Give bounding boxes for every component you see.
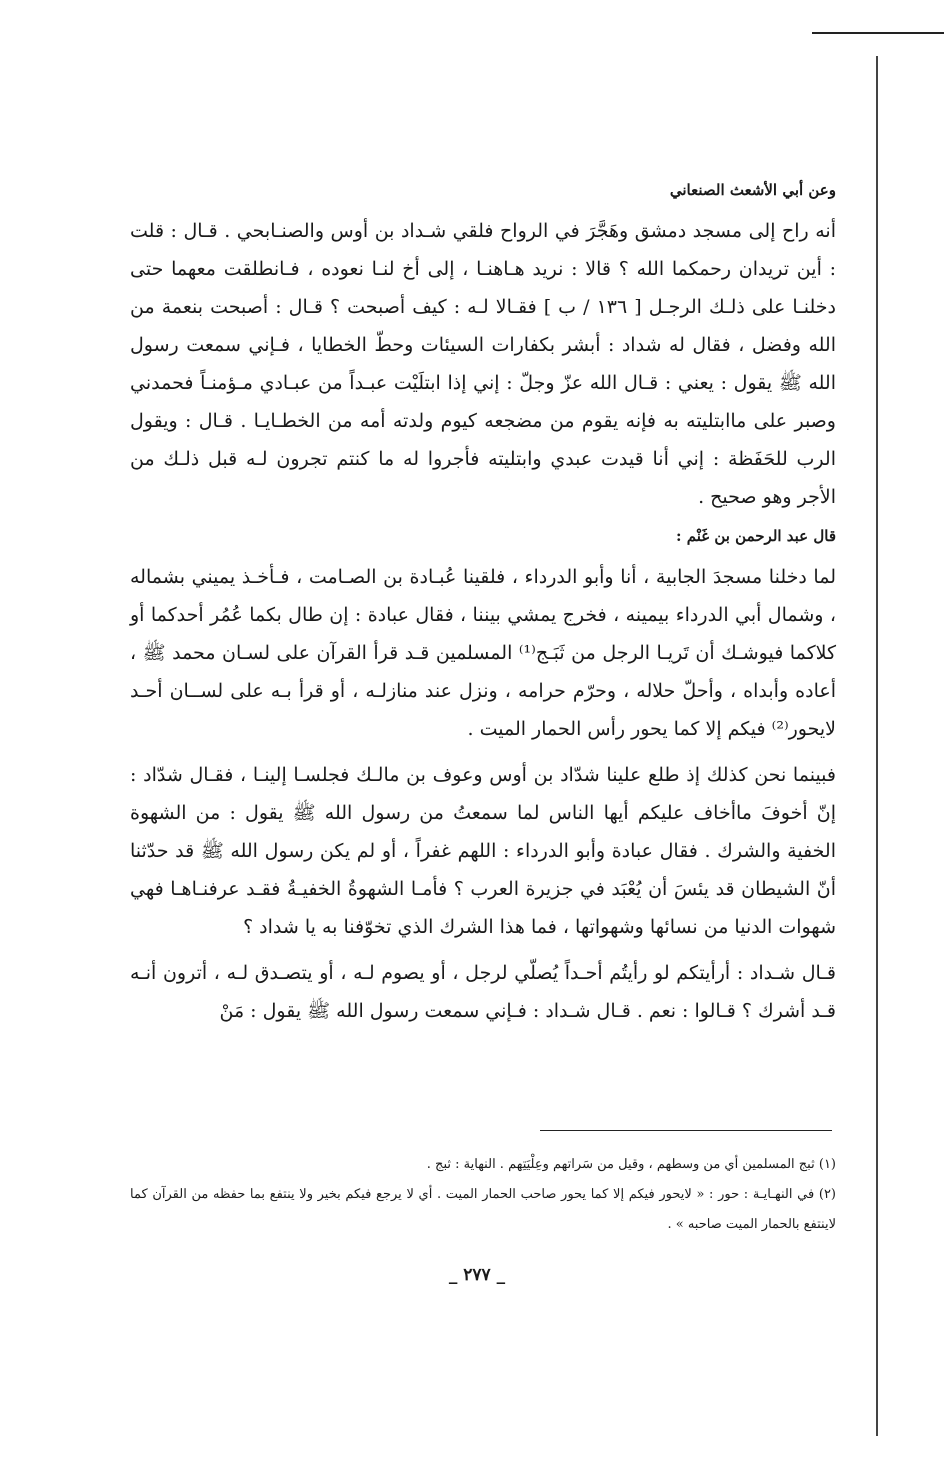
paragraph: قـال شـداد : أرأيتكم لو رأيتُم أحـداً يُصلّي لرجل ، أو يصوم لـه ، أو يتصـدق لـه ، أترون أنـه قـد أشرك ؟ قـالوا : نعم . قـال شـداد : فـإني سمعت رسول الله ﷺ يقول : مَنْ xyxy=(130,962,836,1022)
paragraph: لما دخلنا مسجدَ الجابية ، أنا وأبو الدرداء ، فلقينا عُبـادة بن الصـامت ، فـأخـذ يميني بشماله ، وشمال أبي الدرداء بيمينه ، فخرج يمشي بيننا ، فقال عبادة : إن طال بكما عُمُر أحدكما أو كلاكما فيوشـك أن تَريـا الرجل من ثَبَـج⁽¹⁾ المسلمين قـد قرأ القرآن على لسـان محمد ﷺ ، أعاده وأبداه ، وأحلّ حلاله ، وحرّم حرامه ، ونزل عند منازلـه ، أو قرأ بـه على لســان أحـد لايحور⁽²⁾ فيكم إلا كما يحور رأس الحمار الميت . xyxy=(130,566,836,740)
footnote: (١) ثبج المسلمين أي من وسطهم ، وقيل من سَراتهم وعِلْيَتِهم . النهاية : ثبج . xyxy=(426,1157,836,1172)
paragraph: أنه راح إلى مسجد دمشق وهَجَّرَ في الرواح فلقي شـداد بن أوس والصنـابحي . قـال : قلت : أين تريدان رحمكما الله ؟ قالا : نريد هـاهنـا ، إلى أخ لنـا نعوده ، فـانطلقت معهما حتى دخلنـا على ذلـك الرجـل [ ١٣٦ / ب ] فقـالا لـه : كيف أصبحت ؟ قـال : أصبحت بنعمة من الله وفضل ، فقال له شداد : أبشر بكفارات السيئات وحطّ الخطايا ، فـإني سمعت رسول الله ﷺ يقول : يعني : قـال الله عزّ وجلّ : إني إذا ابتلَيْت عبـداً من عبـادي مـؤمنـاً فحمدني وصبر على ماابتليته به فإنه يقوم من مضجعه كيوم ولدته أمه من الخطـايـا . قـال : ويقول الرب للحَفَظة : إني أنا قيدت عبدي وابتليته فأجروا له ما كنتم تجرون لـه قبل ذلـك من الأجر وهو صحيح . xyxy=(130,220,836,508)
top-rule xyxy=(812,32,944,34)
section-heading: قال عبد الرحمن بن غَنْم : xyxy=(676,527,836,545)
footnotes xyxy=(130,1150,836,1240)
paragraph: فبينما نحن كذلك إذ طلع علينا شدّاد بن أوس وعوف بن مالـك فجلسـا إلينـا ، فقـال شدّاد : إنّ أخوفَ ماأخاف عليكم أيها الناس لما سمعتُ من رسول الله ﷺ يقول : من الشهوة الخفية والشرك . فقال عبادة وأبو الدرداء : اللهم غفراً ، أو لم يكن رسول الله ﷺ قد حدّثنا أنّ الشيطان قد يئسَ أن يُعْبَد في جزيرة العرب ؟ فأمـا الشهوةُ الخفيـةُ فقـد عرفنـاهـا فهي شهوات الدنيا من نسائها وشهواتها ، فما هذا الشرك الذي تخوّفنا به يا شداد ؟ xyxy=(130,764,836,938)
page-number: _ ٢٧٧ _ xyxy=(448,1265,506,1285)
footnote: (٢) في النهـايـة : حور : « لايحور فيكم إلا كما يحور صاحب الحمار الميت . أي لا يرجع فيكم بخير ولا ينتفع بما حفظه من القرآن كما لاينتفع بالحمار الميت صاحبه » . xyxy=(130,1187,836,1232)
footnote-separator xyxy=(540,1130,832,1131)
margin-rule xyxy=(876,56,878,1436)
section-heading: وعن أبي الأشعث الصنعاني xyxy=(669,181,836,199)
page-body xyxy=(130,178,836,1038)
